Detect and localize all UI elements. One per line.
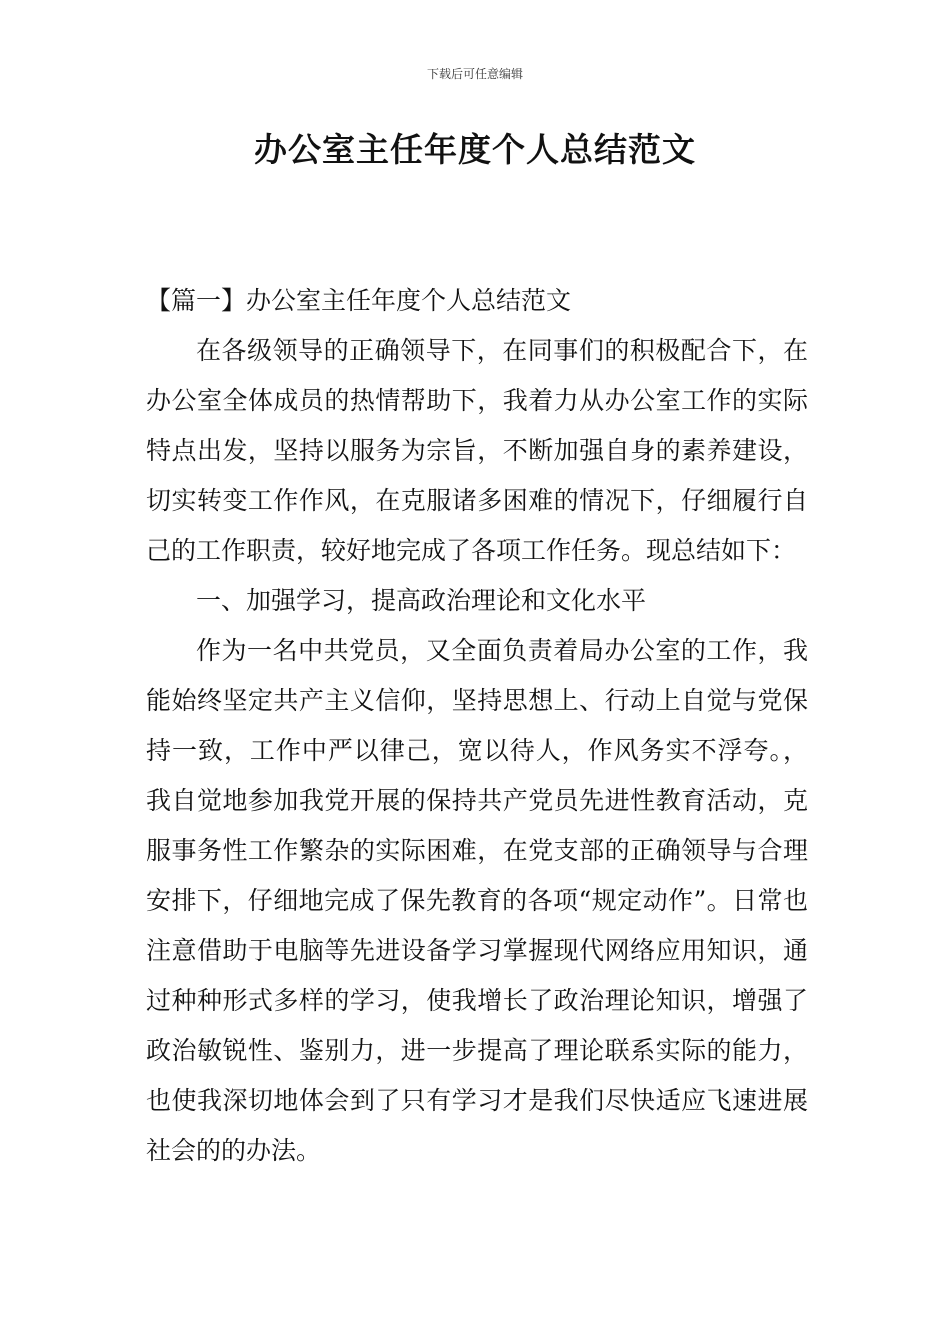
paragraph-study: 作为一名中共党员，又全面负责着局办公室的工作，我能始终坚定共产主义信仰，坚持思想上、行动上自觉与党保持一致，工作中严以律己，宽以待人，作风务实不浮夸。，我自觉地参加我党开展的保持共产党员先进性教育活动，克服事务性工作繁杂的实际困难，在党支部的正确领导与合理安排下，仔细地完成了保先教育的各项“规定动作”。日常也注意借助于电脑等先进设备学习掌握现代网络应用知识，通过种种形式多样的学习，使我增长了政治理论知识，增强了政治敏锐性、鉴别力，进一步提高了理论联系实际的能力，也使我深切地体会到了只有学习才是我们尽快适应飞速进展社会的的办法。 [146, 636, 808, 1165]
page-header-note: 下载后可任意编辑 [426, 67, 523, 81]
section-heading: 【篇一】办公室主任年度个人总结范文 [146, 286, 572, 315]
document-title: 办公室主任年度个人总结范文 [254, 130, 696, 169]
paragraph-intro: 在各级领导的正确领导下，在同事们的积极配合下，在办公室全体成员的热情帮助下，我着力从办公室工作的实际特点出发，坚持以服务为宗旨，不断加强自身的素养建设，切实转变工作作风，在克服诸多困难的情况下，仔细履行自己的工作职责，较好地完成了各项工作任务。现总结如下： [146, 336, 808, 565]
document-body [146, 276, 808, 1176]
paragraph-subheading: 一、加强学习，提高政治理论和文化水平 [196, 586, 647, 615]
